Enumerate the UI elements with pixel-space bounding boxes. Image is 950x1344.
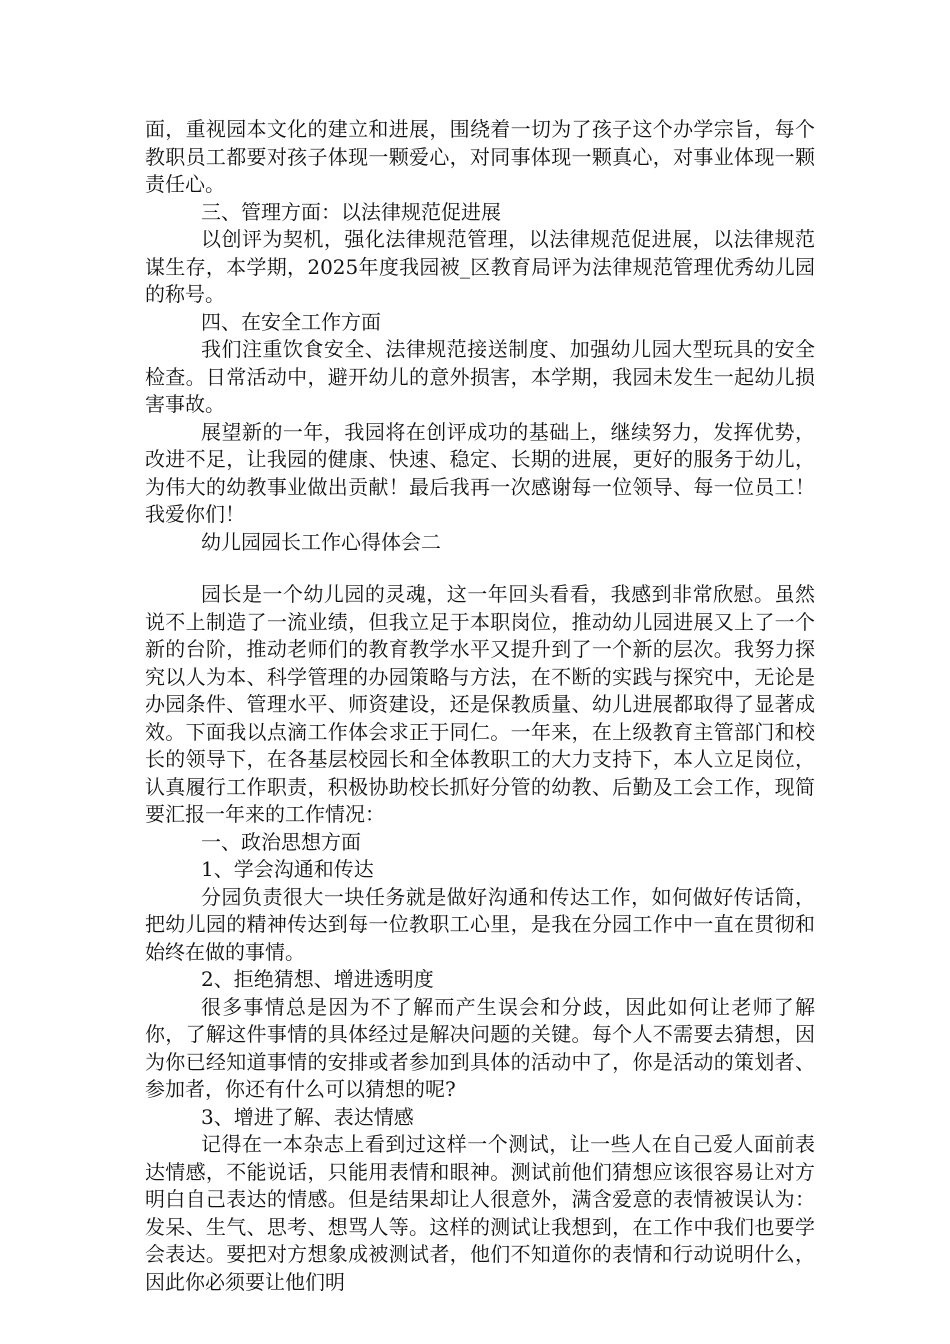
- subheading-transparency: 2、拒绝猜想、增进透明度: [201, 967, 434, 991]
- paragraph-continued: 面，重视园本文化的建立和进展，围绕着一切为了孩子这个办学宗旨，每个教职员工都要对孩子体现一颗爱心，对同事体现一颗真心，对事业体现一颗责任心。: [145, 117, 815, 196]
- section-heading-management: 三、管理方面：以法律规范促进展: [201, 199, 501, 224]
- paragraph-safety: 我们注重饮食安全、法律规范接送制度、加强幼儿园大型玩具的安全检查。日常活动中，避开幼儿的意外损害，本学期，我园未发生一起幼儿损害事故。: [145, 337, 815, 416]
- subheading-expression: 3、增进了解、表达情感: [201, 1104, 414, 1129]
- section-heading-politics: 一、政治思想方面: [201, 829, 361, 854]
- document-body: [145, 116, 815, 1296]
- blank-line: [145, 556, 815, 581]
- paragraph-transparency: 很多事情总是因为不了解而产生误会和分歧，因此如何让老师了解你，了解这件事情的具体经过是解决问题的关键。每个人不需要去猜想，因为你已经知道事情的安排或者参加到具体的活动中了，你是活动的策划者、参加者，你还有什么可以猜想的呢?: [145, 994, 815, 1101]
- paragraph-outlook: 展望新的一年，我园将在创评成功的基础上，继续努力，发挥优势，改进不足，让我园的健康、快速、稳定、长期的进展，更好的服务于幼儿，为伟大的幼教事业做出贡献！最后我再一次感谢每一位领导、每一位员工！我爱你们！: [145, 419, 815, 526]
- subheading-communication: 1、学会沟通和传达: [201, 857, 374, 881]
- article-title-two: 幼儿园园长工作心得体会二: [201, 529, 441, 554]
- paragraph-expression: 记得在一本杂志上看到过这样一个测试，让一些人在自己爱人面前表达情感，不能说话，只能用表情和眼神。测试前他们猜想应该很容易让对方明白自己表达的情感。但是结果却让人很意外，满含爱意的表情被误认为：发呆、生气、思考、想骂人等。这样的测试让我想到，在工作中我们也要学会表达。要把对方想象成被测试者，他们不知道你的表情和行动说明什么，因此你必须要让他们明: [145, 1132, 815, 1294]
- section-heading-safety: 四、在安全工作方面: [201, 309, 381, 334]
- paragraph-intro: 园长是一个幼儿园的灵魂，这一年回头看看，我感到非常欣慰。虽然说不上制造了一流业绩，但我立足于本职岗位，推动幼儿园进展又上了一个新的台阶，推动老师们的教育教学水平又提升到了一个新的层次。我努力探究以人为本、科学管理的办园策略与方法，在不断的实践与探究中，无论是办园条件、管理水平、师资建设，还是保教质量、幼儿进展都取得了显著成效。下面我以点滴工作体会求正于同仁。一年来，在上级教育主管部门和校长的领导下，在各基层校园长和全体教职工的大力支持下，本人立足岗位，认真履行工作职责，积极协助校长抓好分管的幼教、后勤及工会工作，现简要汇报一年来的工作情况：: [145, 582, 815, 826]
- paragraph-management: 以创评为契机，强化法律规范管理，以法律规范促进展，以法律规范谋生存，本学期，2025年度我园被_区教育局评为法律规范管理优秀幼儿园的称号。: [145, 227, 815, 306]
- paragraph-communication: 分园负责很大一块任务就是做好沟通和传达工作，如何做好传话筒，把幼儿园的精神传达到每一位教职工心里，是我在分园工作中一直在贯彻和始终在做的事情。: [145, 884, 815, 964]
